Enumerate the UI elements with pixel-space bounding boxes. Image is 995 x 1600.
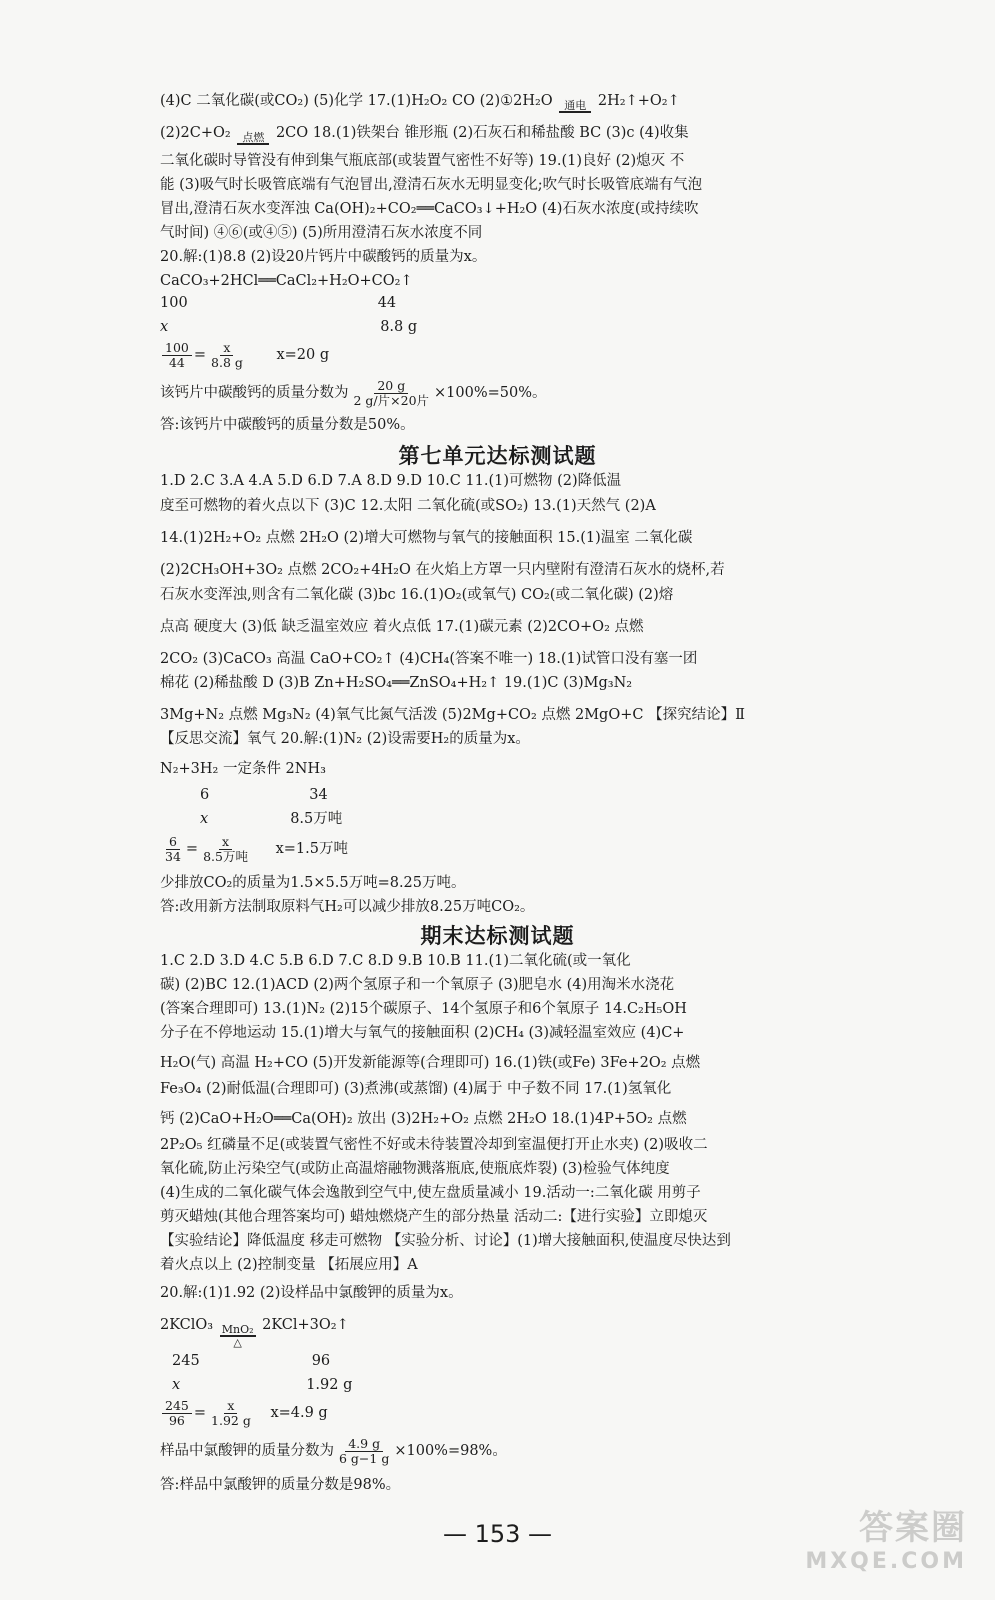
calc-var-line: x 1.92 g	[172, 1377, 353, 1393]
equation-line: 2KClO₃ MnO₂ △ 2KCl+3O₂↑	[160, 1317, 349, 1348]
fraction: $\frac{6}{34}$	[165, 834, 181, 864]
text-line: 气时间) ④⑥(或④⑤) (5)所用澄清石灰水浓度不同	[160, 225, 483, 241]
section-heading: 期末达标测试题	[420, 923, 575, 948]
text-line: 1.D 2.C 3.A 4.A 5.D 6.D 7.A 8.D 9.D 10.C 11.(1)可燃物 (2)降低温	[160, 473, 622, 489]
watermark-logo: 答案圈 MXQE.COM	[805, 1508, 967, 1574]
text-line	[160, 90, 820, 124]
fraction: $\frac{4.9 g}{6 g-1 g}$	[339, 1436, 390, 1466]
text-line: (4)生成的二氧化碳气体会逸散到空气中,使左盘质量减小 19.活动一:二氧化碳 用剪子	[160, 1185, 701, 1201]
text-line: 冒出,澄清石灰水变浑浊 Ca(OH)₂+CO₂══CaCO₃↓+H₂O (4)石灰水浓度(或持续吹	[160, 201, 699, 217]
reaction-condition: MnO₂ △	[221, 1323, 254, 1348]
text-line: 分子在不停地运动 15.(1)增大与氧气的接触面积 (2)CH₄ (3)减轻温室效应 (4)C+	[160, 1025, 685, 1041]
reaction-condition: 通电	[559, 100, 591, 124]
text-line: 14.(1)2H₂+O₂ 点燃 2H₂O (2)增大可燃物与氧气的接触面积 15.(1)温室 二氧化碳	[160, 530, 693, 546]
text-line: 剪灭蜡烛(其他合理答案均可) 蜡烛燃烧产生的部分热量 活动二:【进行实验】立即熄灭	[160, 1209, 708, 1225]
text-line: 棉花 (2)稀盐酸 D (3)B Zn+H₂SO₄══ZnSO₄+H₂↑ 19.(1)C (3)Mg₃N₂	[160, 675, 633, 691]
text-run: 2CO 18.(1)铁架台 锥形瓶 (2)石灰石和稀盐酸 BC (3)c (4)收集	[275, 125, 689, 141]
text-line: 2P₂O₅ 红磷量不足(或装置气密性不好或未待装置冷却到室温便打开止水夹) (2)吸收二	[160, 1137, 708, 1153]
proportion-line: $\frac{245}{96}$ = $\frac{x}{1.92 g}$ x=4.9 g	[160, 1398, 820, 1430]
proportion-line: $\frac{100}{44}$ = $\frac{x}{8.8 g}$ x=20 g	[160, 340, 820, 372]
text-line: Fe₃O₄ (2)耐低温(合理即可) (3)煮沸(或蒸馏) (4)属于 中子数不同 17.(1)氢氧化	[160, 1081, 672, 1097]
text-line: 度至可燃物的着火点以下 (3)C 12.太阳 二氧化硫(或SO₂) 13.(1)天然气 (2)A	[160, 498, 656, 514]
text-line: 着火点以上 (2)控制变量 【拓展应用】A	[160, 1257, 418, 1273]
section-heading: 第七单元达标测试题	[398, 443, 597, 468]
percentage-line: 样品中氯酸钾的质量分数为 $\frac{4.9 g}{6 g-1 g}$ ×100%=98%。	[160, 1436, 507, 1466]
text-line: (答案合理即可) 13.(1)N₂ (2)15个碳原子、14个氢原子和6个氧原子 14.C₂H₅OH	[160, 1001, 687, 1017]
text-line: 【反思交流】氧气 20.解:(1)N₂ (2)设需要H₂的质量为x。	[160, 731, 530, 747]
text-run: (2)2C+O₂	[160, 125, 231, 141]
fraction: $\frac{20 g}{\text{2 g/片×20片}}$	[353, 378, 430, 408]
text-line: 【实验结论】降低温度 移走可燃物 【实验分析、讨论】(1)增大接触面积,使温度尽快达到	[160, 1233, 731, 1249]
reaction-condition: 点燃	[237, 132, 269, 156]
text-line: 二氧化碳时导管没有伸到集气瓶底部(或装置气密性不好等) 19.(1)良好 (2)熄灭 不	[160, 153, 685, 169]
fraction: $\frac{x}{8.8 g}$	[211, 340, 243, 370]
calc-mass-line: 6 34	[200, 787, 328, 803]
text-line: 氧化硫,防止污染空气(或防止高温熔融物溅落瓶底,使瓶底炸裂) (3)检验气体纯度	[160, 1161, 670, 1177]
calc-var-line: x 8.8 g	[160, 319, 418, 335]
fraction: $\frac{x}{\text{8.5万吨}}$	[203, 834, 248, 864]
text-line: 20.解:(1)8.8 (2)设20片钙片中碳酸钙的质量为x。	[160, 249, 487, 265]
text-line: (2)2CH₃OH+3O₂ 点燃 2CO₂+4H₂O 在火焰上方罩一只内壁附有澄清石灰水的烧杯,若	[160, 562, 725, 578]
text-line: H₂O(气) 高温 H₂+CO (5)开发新能源等(合理即可) 16.(1)铁(或Fe) 3Fe+2O₂ 点燃	[160, 1055, 701, 1071]
text-line: 20.解:(1)1.92 (2)设样品中氯酸钾的质量为x。	[160, 1285, 463, 1301]
text-line: N₂+3H₂ 一定条件 2NH₃	[160, 761, 326, 777]
calc-var-line: x 8.5万吨	[200, 811, 343, 827]
text-line: 点高 硬度大 (3)低 缺乏温室效应 着火点低 17.(1)碳元素 (2)2CO+O₂ 点燃	[160, 619, 644, 635]
text-line: 3Mg+N₂ 点燃 Mg₃N₂ (4)氧气比氮气活泼 (5)2Mg+CO₂ 点燃 2MgO+C 【探究结论】Ⅱ	[160, 707, 745, 723]
text-line: 石灰水变浑浊,则含有二氧化碳 (3)bc 16.(1)O₂(或氧气) CO₂(或二氧化碳) (2)熔	[160, 587, 674, 603]
percentage-line: 该钙片中碳酸钙的质量分数为 $\frac{20 g}{\text{2 g/片×20片}}$ ×100%=50%。	[160, 378, 547, 408]
text-line: 少排放CO₂的质量为1.5×5.5万吨=8.25万吨。	[160, 875, 466, 891]
fraction: $\frac{100}{44}$	[162, 341, 192, 370]
proportion-line: $\frac{6}{34}$ = $\frac{x}{\text{8.5万吨}}$ x=1.5万吨	[160, 834, 820, 866]
text-line: 2CO₂ (3)CaCO₃ 高温 CaO+CO₂↑ (4)CH₄(答案不唯一) 18.(1)试管口没有塞一团	[160, 651, 698, 667]
answer-line: 答:样品中氯酸钾的质量分数是98%。	[160, 1477, 401, 1493]
answer-line: 答:改用新方法制取原料气H₂可以减少排放8.25万吨CO₂。	[160, 899, 535, 915]
answer-line: 答:该钙片中碳酸钙的质量分数是50%。	[160, 417, 415, 433]
text-run: (4)C 二氧化碳(或CO₂) (5)化学 17.(1)H₂O₂ CO (2)①2H₂O	[160, 93, 553, 109]
page-number: — 153 —	[442, 1520, 553, 1548]
fraction: $\frac{x}{1.92 g}$	[211, 1398, 251, 1428]
calc-mass-line: 245 96	[172, 1353, 331, 1369]
text-line: 钙 (2)CaO+H₂O══Ca(OH)₂ 放出 (3)2H₂+O₂ 点燃 2H₂O 18.(1)4P+5O₂ 点燃	[160, 1111, 687, 1127]
text-line: 能 (3)吸气时长吸管底端有气泡冒出,澄清石灰水无明显变化;吹气时长吸管底端有气泡	[160, 177, 703, 193]
text-line: 碳) (2)BC 12.(1)ACD (2)两个氢原子和一个氧原子 (3)肥皂水 (4)用淘米水浇花	[160, 977, 675, 993]
fraction: $\frac{245}{96}$	[162, 1399, 192, 1428]
calc-mass-line: 100 44	[160, 295, 397, 311]
text-line: 1.C 2.D 3.D 4.C 5.B 6.D 7.C 8.D 9.B 10.B 11.(1)二氧化硫(或一氧化	[160, 953, 631, 969]
text-line: CaCO₃+2HCl══CaCl₂+H₂O+CO₂↑	[160, 273, 413, 289]
text-run: 2H₂↑+O₂↑	[597, 93, 680, 109]
